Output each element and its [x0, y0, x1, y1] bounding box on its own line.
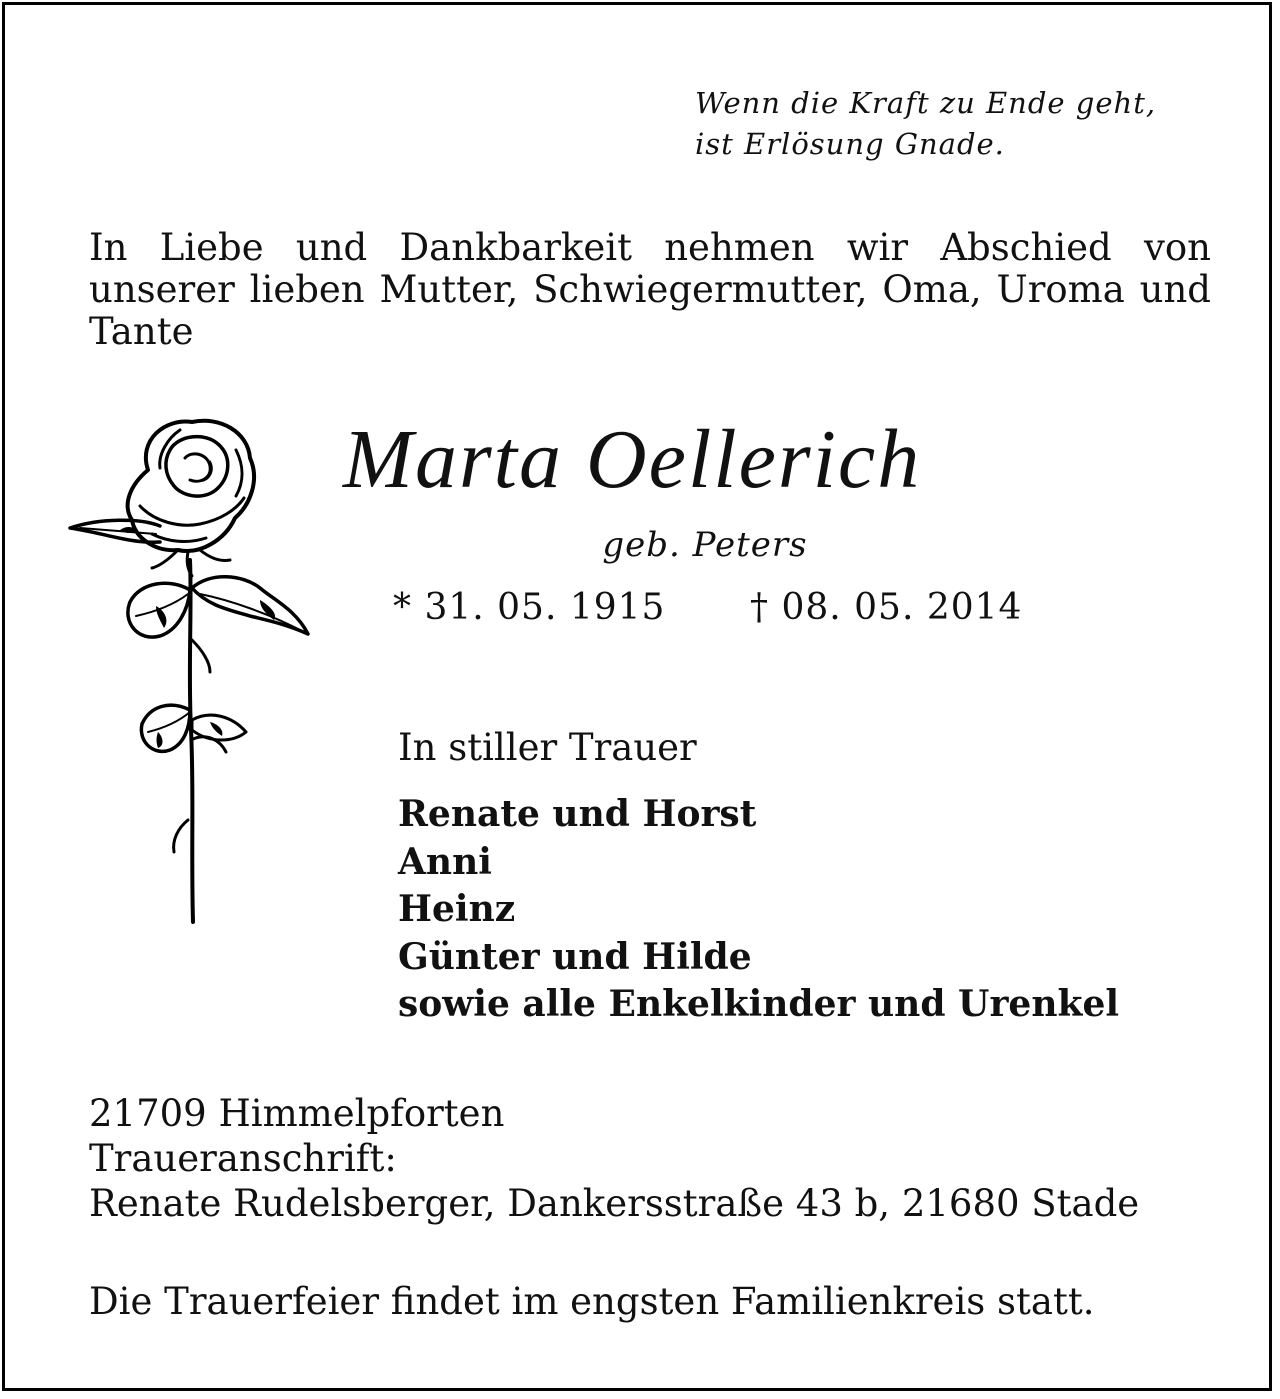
quote-line-2: ist Erlösung Gnade.	[695, 127, 1005, 161]
quote-line-1: Wenn die Kraft zu Ende geht,	[695, 86, 1157, 120]
town: 21709 Himmelpforten	[89, 1092, 505, 1135]
address-contact: Renate Rudelsberger, Dankersstraße 43 b, 21680 Stade	[89, 1182, 1140, 1225]
address-label: Traueranschrift:	[89, 1137, 397, 1180]
quote	[695, 83, 1235, 165]
maiden-name: geb. Peters	[602, 525, 808, 565]
obituary-notice	[2, 2, 1272, 1391]
ceremony-note: Die Trauerfeier findet im engsten Familienkreis statt.	[89, 1280, 1095, 1323]
deceased-name: Marta Oellerich	[343, 413, 922, 506]
birth-date: * 31. 05. 1915	[393, 587, 666, 628]
intro-text: In Liebe und Dankbarkeit nehmen wir Abschied von unserer lieben Mutter, Schwiegermutter, Oma, Uroma und Tante	[89, 226, 1211, 353]
mourners-list	[398, 791, 1119, 1029]
address-block	[89, 1091, 1139, 1226]
rose-icon	[60, 410, 320, 930]
mourner-name: Renate und Horst	[398, 793, 757, 835]
mourner-name: Heinz	[398, 888, 516, 930]
mourner-name: sowie alle Enkelkinder und Urenkel	[398, 983, 1120, 1025]
mourning-intro: In stiller Trauer	[398, 726, 697, 769]
death-date: † 08. 05. 2014	[750, 587, 1023, 628]
mourner-name: Günter und Hilde	[398, 935, 752, 978]
mourner-name: Anni	[398, 840, 492, 883]
